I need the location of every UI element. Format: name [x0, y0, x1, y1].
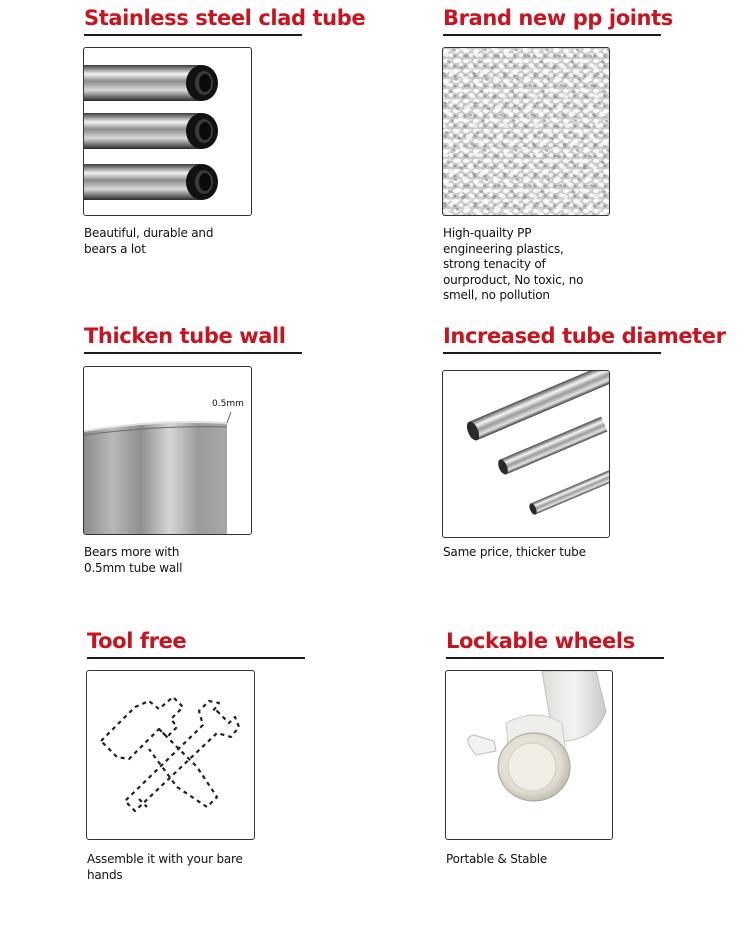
title-underline [446, 657, 664, 659]
title-underline [87, 657, 305, 659]
pp-granules-photo [442, 47, 610, 216]
feature-pp-joints [443, 5, 673, 36]
wall-thickness-label: 0.5mm [212, 399, 244, 409]
feature-title: Thicken tube wall [84, 324, 286, 348]
feature-title: Tool free [87, 629, 187, 653]
feature-caption: High-quailty PP engineering plastics, strong tenacity of ourproduct, No toxic, no smell, no pollution [443, 226, 584, 302]
feature-caption: Beautiful, durable and bears a lot [84, 226, 214, 256]
steel-tubes-photo [83, 47, 252, 216]
feature-title: Brand new pp joints [443, 6, 673, 30]
feature-title: Increased tube diameter [443, 324, 726, 348]
feature-caption: Same price, thicker tube [443, 545, 586, 559]
title-underline [443, 34, 661, 36]
title-underline [84, 34, 302, 36]
title-underline [443, 352, 661, 354]
feature-caption: Bears more with 0.5mm tube wall [84, 545, 183, 575]
feature-title: Lockable wheels [446, 629, 635, 653]
feature-caption: Portable & Stable [446, 852, 548, 866]
feature-caption: Assemble it with your bare hands [87, 852, 243, 882]
tube-wall-photo [83, 366, 252, 535]
caster-wheel-photo [445, 670, 613, 840]
feature-lockable-wheels [446, 628, 664, 659]
feature-tool-free [87, 628, 305, 659]
feature-title: Stainless steel clad tube [84, 6, 366, 30]
diagonal-tubes-photo [442, 370, 610, 538]
feature-tube-wall [84, 323, 302, 354]
feature-tube-diameter [443, 323, 726, 354]
tools-dashed-icon [86, 670, 255, 840]
feature-stainless-tube [84, 5, 366, 36]
title-underline [84, 352, 302, 354]
